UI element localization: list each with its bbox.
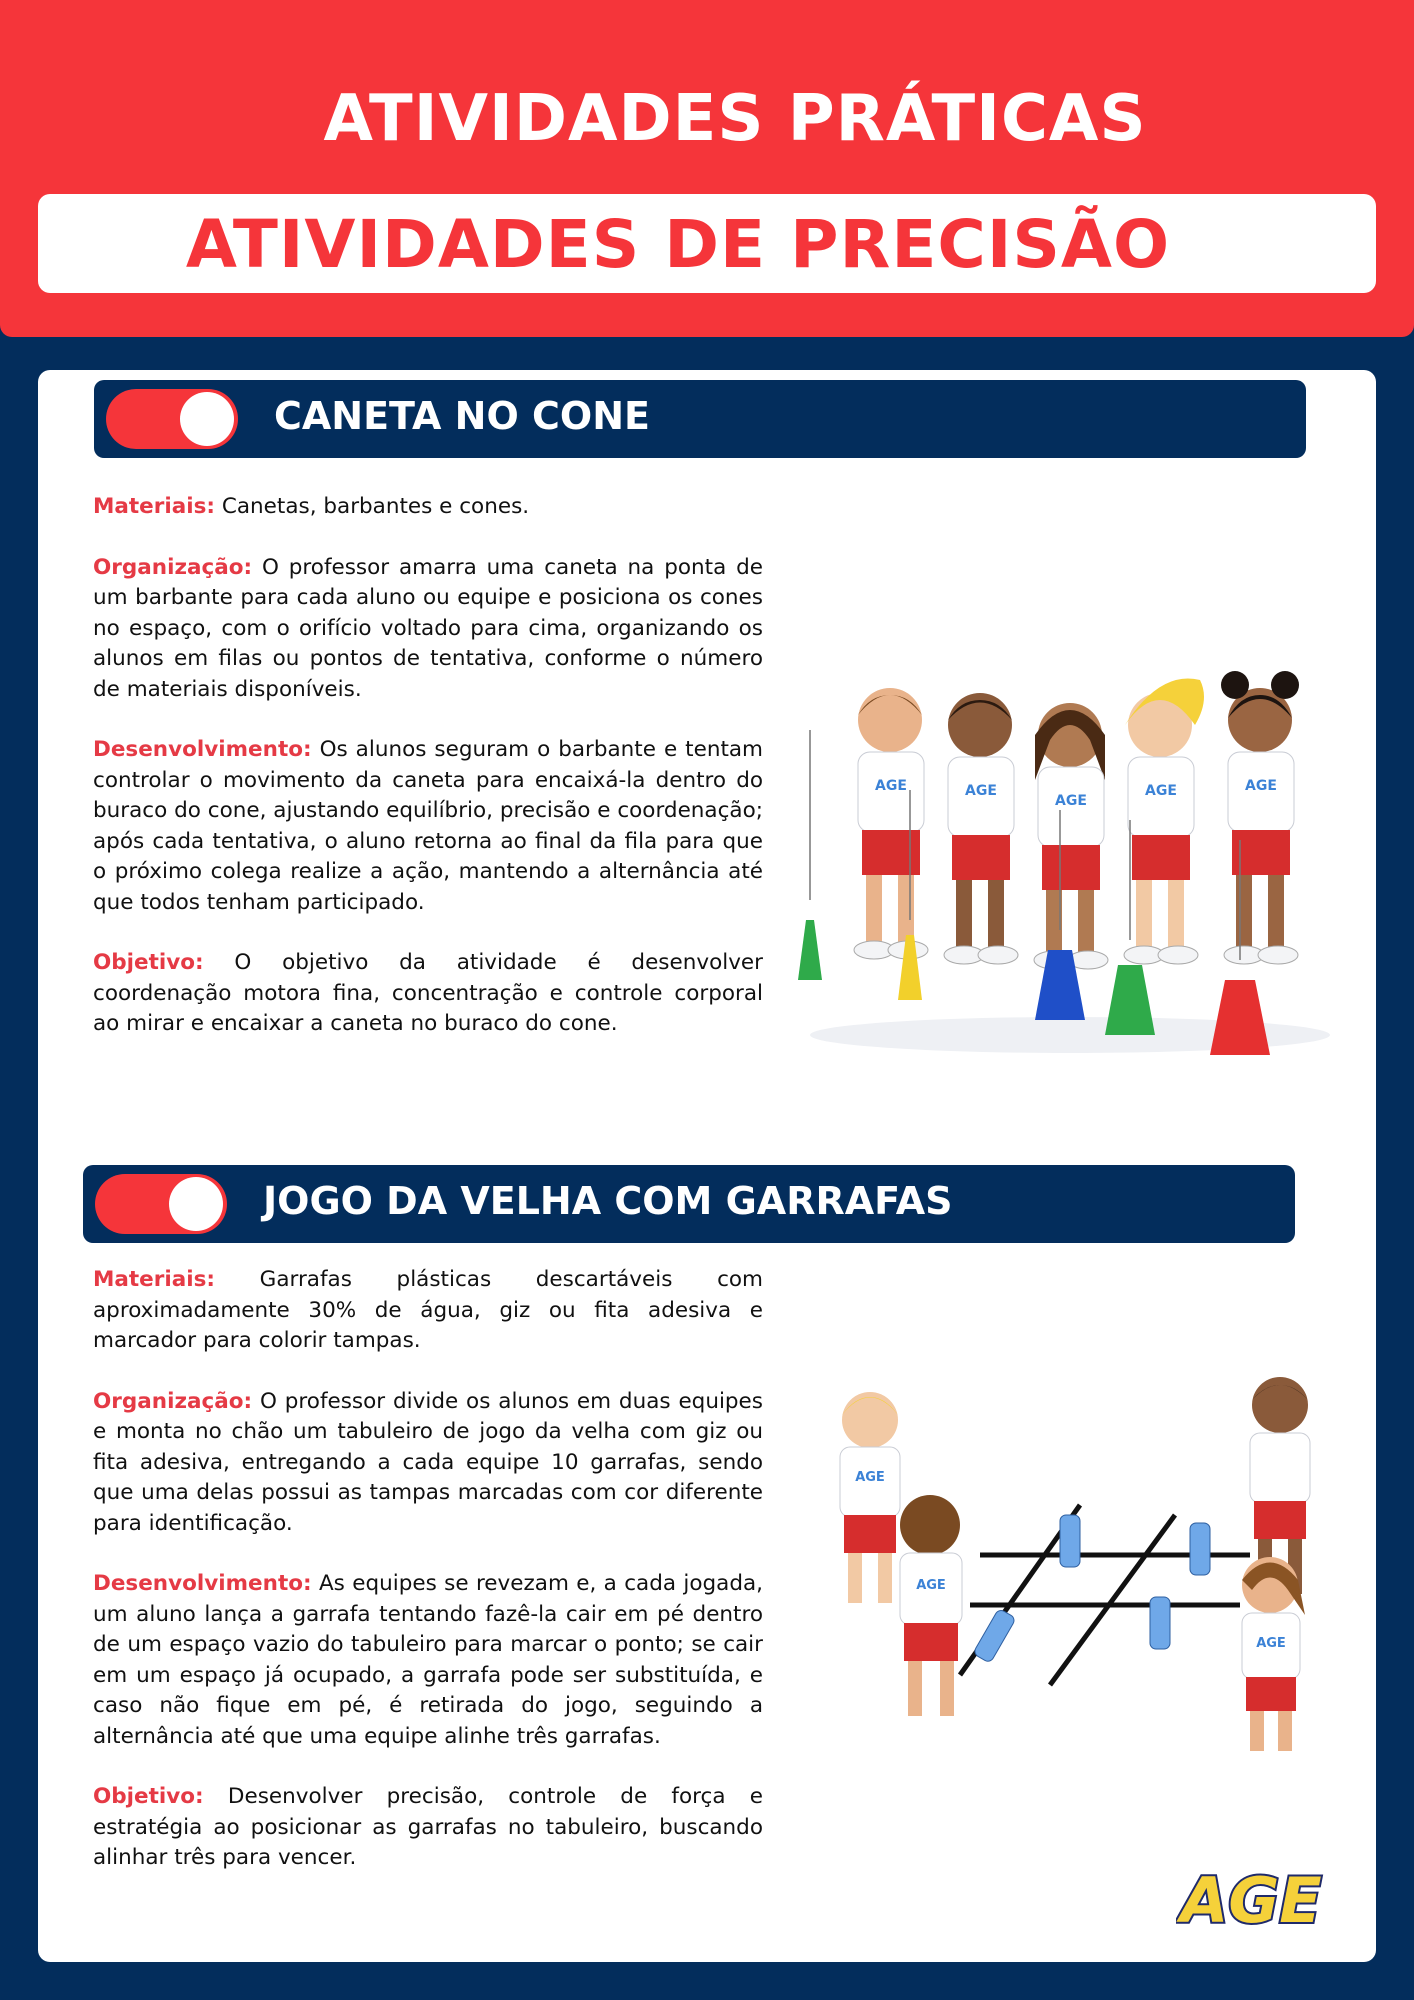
header-band (0, 0, 1414, 337)
section-text-jogo-da-velha (93, 1265, 763, 1904)
svg-text:AGE: AGE (875, 778, 907, 794)
organization-paragraph: Organização: O professor amarra uma caneta na ponta de um barbante para cada aluno ou equipe e posiciona os cones no espaço, com o orifício voltado para cima, organizando os alunos em filas ou pontos de tentativa, conforme o número de materiais disponíveis. (93, 554, 763, 702)
children-cones-illustration (790, 640, 1350, 1060)
svg-text:AGE: AGE (1145, 783, 1177, 799)
content-card (38, 370, 1376, 1962)
svg-text:AGE: AGE (1180, 1864, 1322, 1936)
page-subtitle: ATIVIDADES DE PRECISÃO (185, 206, 1171, 283)
toggle-icon (106, 389, 238, 449)
section-text-caneta (93, 492, 763, 1070)
development-paragraph: Desenvolvimento: Os alunos seguram o barbante e tentam controlar o movimento da caneta para encaixá-la dentro do buraco do cone, ajustando equilíbrio, precisão e coordenação; após cada tentativa, o aluno retorna ao final da fila para que o próximo colega realize a ação, mantendo a alternância até que todos tenham participado. (93, 737, 763, 915)
section-header-caneta (94, 380, 1306, 458)
materials-paragraph: Materiais: Canetas, barbantes e cones. (93, 494, 530, 519)
section-header-jogo-da-velha (83, 1165, 1295, 1243)
svg-text:AGE: AGE (916, 1578, 946, 1593)
organization-paragraph: Organização: O professor divide os alunos em duas equipes e monta no chão um tabuleiro de jogo da velha com giz ou fita adesiva, entregando a cada equipe 10 garrafas, sendo que uma delas possui as tampas marcadas com cor diferente para identificação. (93, 1388, 763, 1536)
svg-text:AGE: AGE (965, 783, 997, 799)
development-paragraph: Desenvolvimento: As equipes se revezam e, a cada jogada, um aluno lança a garrafa tentando fazê-la cair em pé dentro de um espaço vazio do tabuleiro para marcar o ponto; se cair em um espaço já ocupado, a garrafa pode ser substituída, e caso não fique em pé, é retirada do jogo, seguindo a alternância até que uma equipe alinhe três garrafas. (93, 1571, 764, 1749)
svg-text:AGE: AGE (1256, 1636, 1286, 1651)
page-title: ATIVIDADES PRÁTICAS (323, 82, 1147, 156)
svg-text:AGE: AGE (855, 1470, 885, 1485)
children-bottles-illustration (790, 1375, 1350, 1765)
objective-paragraph: Objetivo: Desenvolver precisão, controle de força e estratégia ao posicionar as garrafas no tabuleiro, buscando alinhar três para vencer. (93, 1784, 763, 1870)
section-title: CANETA NO CONE (274, 394, 650, 438)
svg-text:AGE: AGE (1245, 778, 1277, 794)
svg-text:AGE: AGE (1055, 793, 1087, 809)
materials-paragraph: Materiais: Garrafas plásticas descartáveis com aproximadamente 30% de água, giz ou fita adesiva e marcador para colorir tampas. (93, 1267, 763, 1353)
toggle-icon (95, 1174, 227, 1234)
subtitle-box (38, 194, 1376, 293)
section-title: JOGO DA VELHA COM GARRAFAS (263, 1179, 953, 1223)
objective-paragraph: Objetivo: O objetivo da atividade é desenvolver coordenação motora fina, concentração e controle corporal ao mirar e encaixar a caneta no buraco do cone. (93, 950, 763, 1036)
age-logo (1176, 1864, 1326, 1936)
